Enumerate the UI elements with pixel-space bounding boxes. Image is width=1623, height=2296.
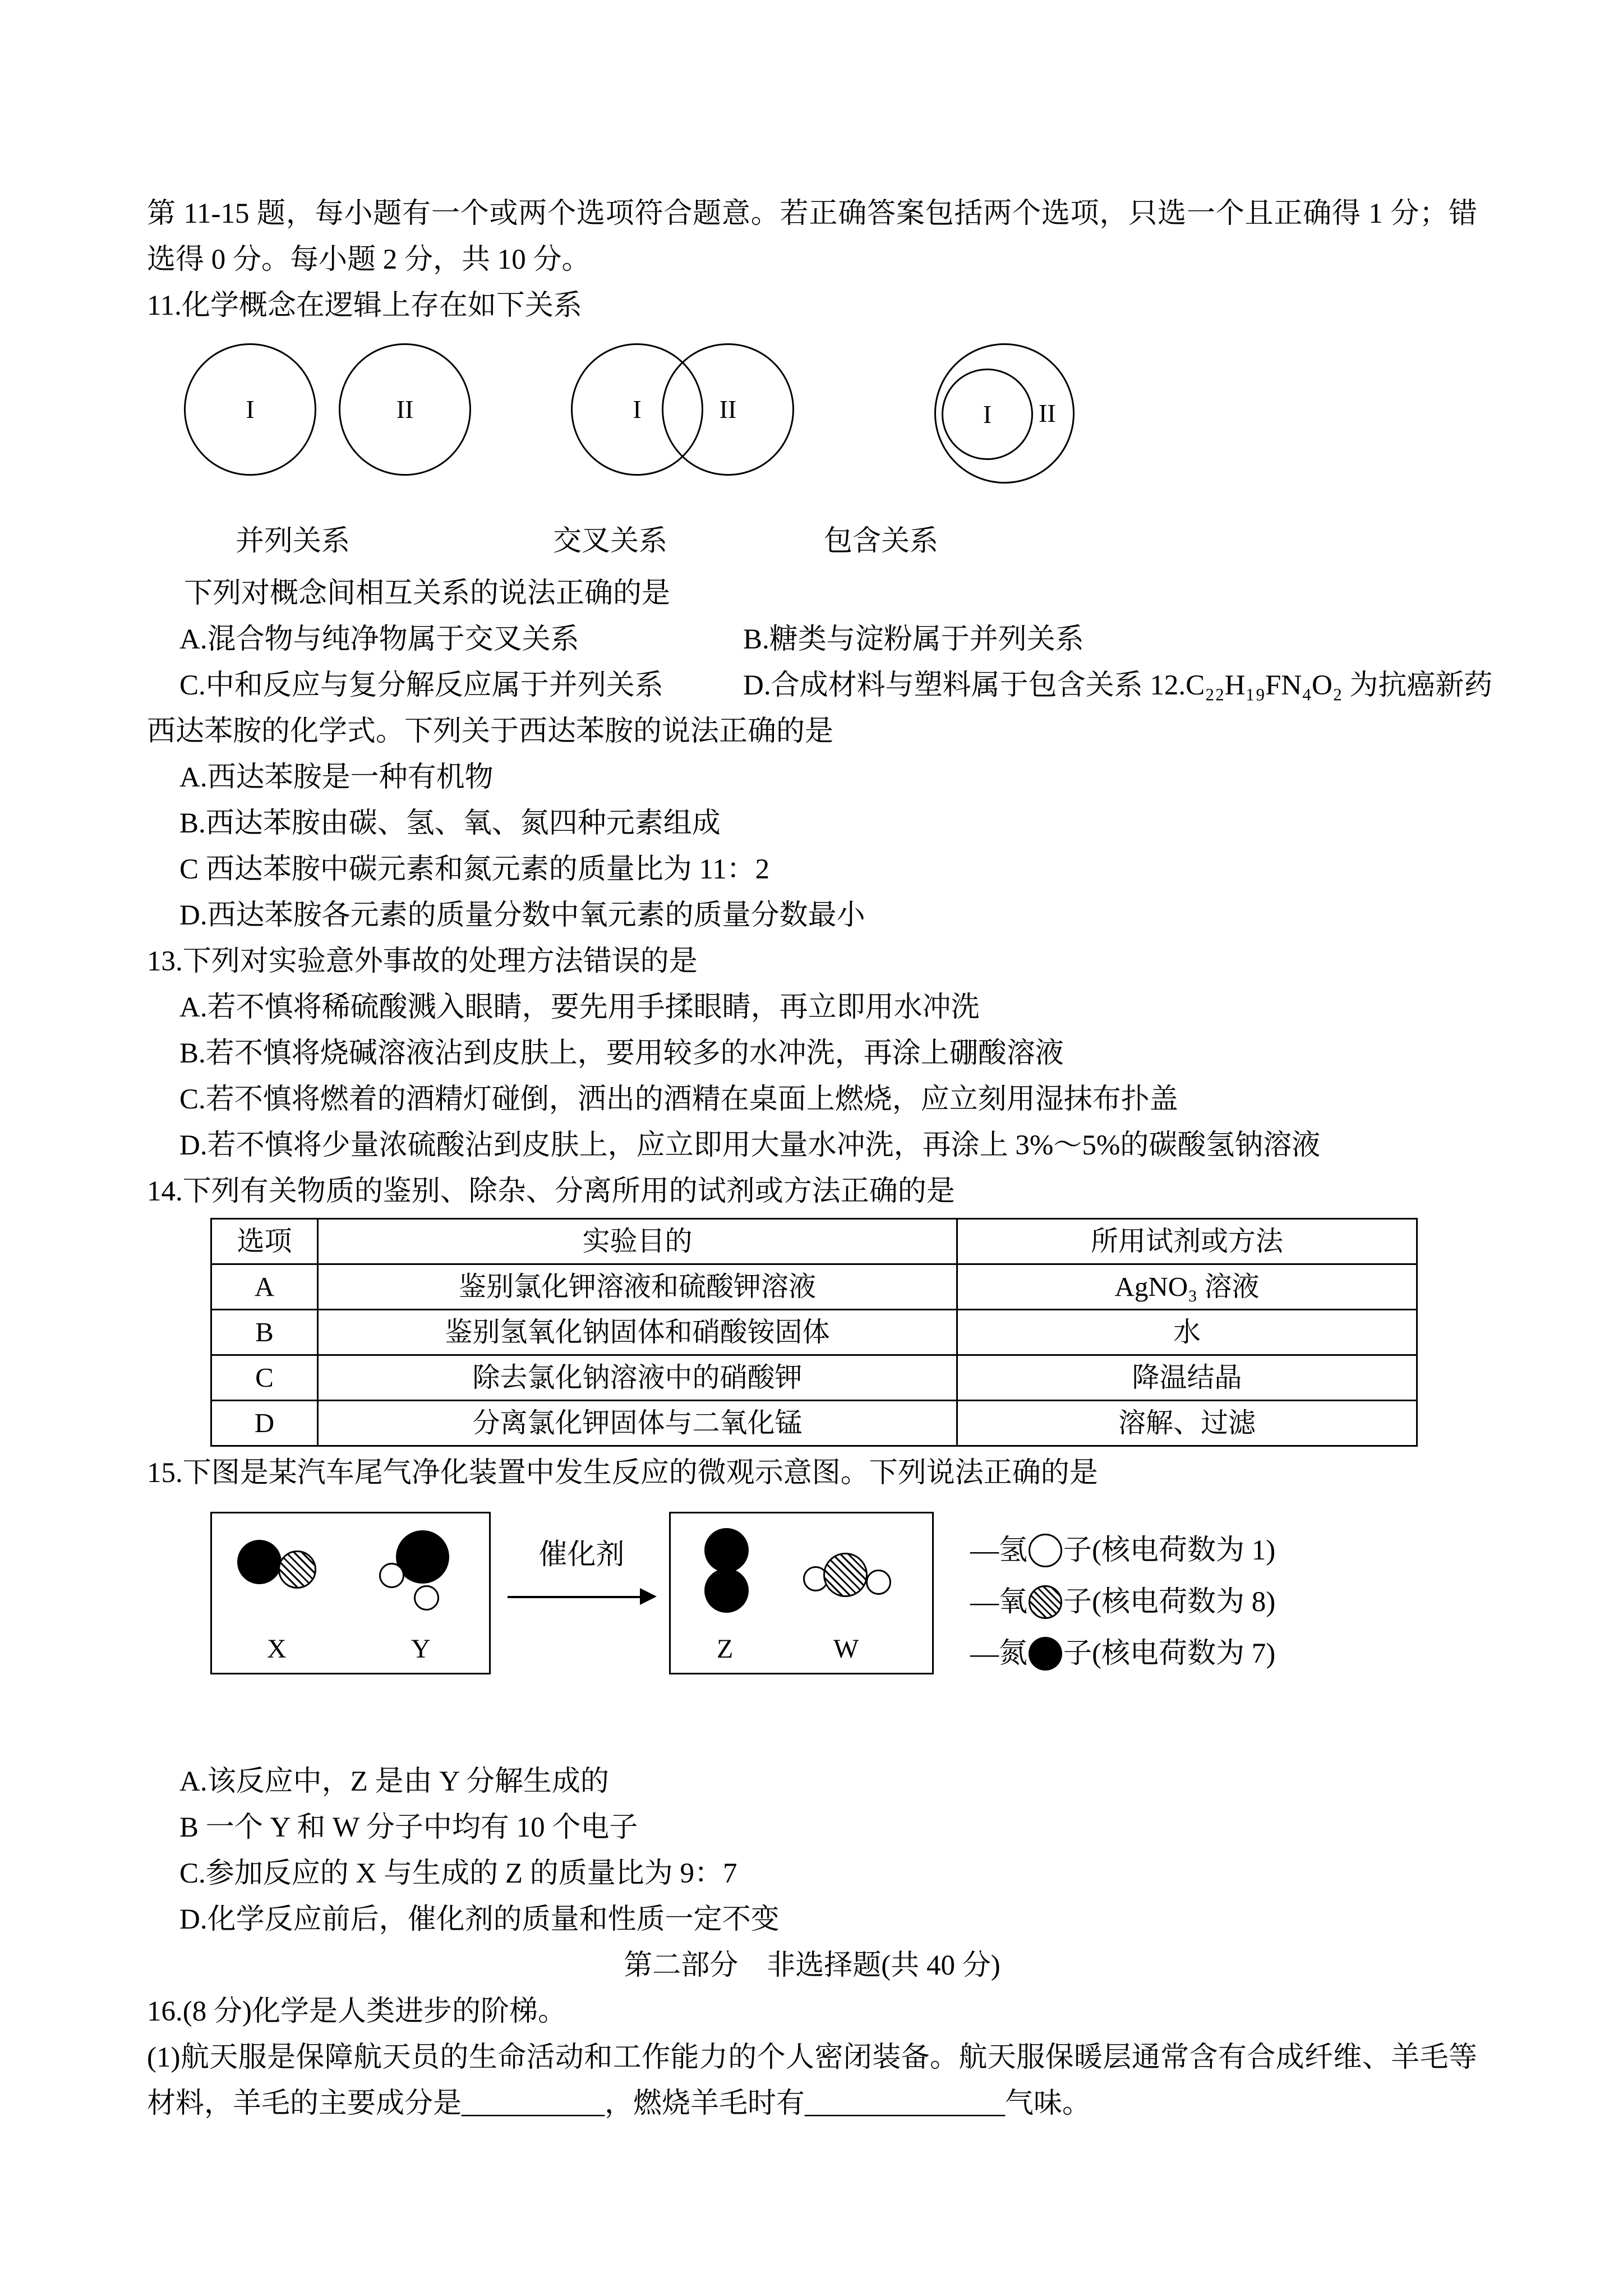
legend-text: 子(核电荷数为 8) [1063, 1586, 1276, 1618]
circle-label-ii: II [719, 395, 737, 424]
circle-label-ii: II [1039, 399, 1056, 427]
hydrogen-atom-icon [866, 1570, 891, 1595]
q16-paragraph-1: (1)航天服是保障航天员的生命活动和工作能力的个人密闭装备。航天服保暖层通常含有合成纤维、羊毛等材料，羊毛的主要成分是__________，燃烧羊毛时有______________气味。 [147, 2042, 1477, 2119]
q15-option-d: D.化学反应前后，催化剂的质量和性质一定不变 [179, 1904, 780, 1935]
legend-item-hydrogen [970, 1532, 1275, 1569]
venn-inner-circle [942, 369, 1033, 460]
table-cell: B [211, 1310, 318, 1355]
nitrogen-atom-icon [1029, 1637, 1062, 1671]
catalyst-label: 催化剂 [538, 1539, 625, 1571]
q14-experiment-table [210, 1218, 1418, 1447]
table-row [211, 1401, 1417, 1446]
venn-parallel-group [184, 343, 471, 476]
table-cell: C [211, 1355, 318, 1401]
table-cell: 溶解、过滤 [957, 1401, 1417, 1446]
oxygen-atom-icon [823, 1553, 868, 1597]
venn-caption-contain: 包含关系 [823, 526, 939, 557]
q13-option-b: B.若不慎将烧碱溶液沾到皮肤上，要用较多的水冲洗，再涂上硼酸溶液 [179, 1038, 1064, 1069]
legend-item-nitrogen [970, 1635, 1275, 1672]
table-cell: AgNO₃ 溶液 [957, 1264, 1417, 1310]
nitrogen-atom-icon [704, 1528, 749, 1572]
q12-option-d: D.西达苯胺各元素的质量分数中氧元素的质量分数最小 [179, 900, 865, 931]
table-cell: 水 [957, 1310, 1417, 1355]
reactants-box [210, 1512, 491, 1674]
oxygen-atom-icon [1029, 1585, 1062, 1619]
q15-option-b: B 一个 Y 和 W 分子中均有 10 个电子 [179, 1812, 638, 1843]
legend-text: 子(核电荷数为 1) [1063, 1535, 1276, 1566]
circle-label-ii: II [396, 395, 414, 424]
q11-venn-diagram [147, 343, 1477, 570]
table-cell: 分离氯化钾固体与二氧化锰 [318, 1401, 957, 1446]
table-cell: 降温结晶 [957, 1355, 1417, 1401]
hydrogen-atom-icon [414, 1585, 439, 1611]
q15-option-c: C.参加反应的 X 与生成的 Z 的质量比为 9：7 [179, 1858, 737, 1889]
table-header-cell: 实验目的 [318, 1219, 957, 1264]
q11-option-b: B.糖类与淀粉属于并列关系 [743, 624, 1084, 655]
table-header-row [211, 1219, 1417, 1264]
venn-circle-1 [184, 343, 316, 476]
legend-text: —氢 [970, 1535, 1028, 1566]
hydrogen-atom-icon [379, 1563, 404, 1588]
q16-stem: 16.(8 分)化学是人类进步的阶梯。 [147, 1996, 566, 2027]
table-cell: D [211, 1401, 318, 1446]
table-header-cell: 所用试剂或方法 [957, 1219, 1417, 1264]
table-row [211, 1355, 1417, 1401]
q15-stem: 15.下图是某汽车尾气净化装置中发生反应的微观示意图。下列说法正确的是 [147, 1457, 1098, 1489]
venn-outer-circle [934, 343, 1075, 484]
venn-cross-group [571, 343, 794, 476]
venn-circle-2 [662, 343, 794, 476]
nitrogen-atom-icon [237, 1540, 282, 1584]
q14-stem: 14.下列有关物质的鉴别、除杂、分离所用的试剂或方法正确的是 [147, 1176, 955, 1207]
q15-option-a: A.该反应中，Z 是由 Y 分解生成的 [179, 1766, 609, 1797]
table-cell: 鉴别氯化钾溶液和硫酸钾溶液 [318, 1264, 957, 1310]
venn-caption-parallel: 并列关系 [235, 526, 351, 557]
q11-options-cd [147, 662, 1493, 708]
products-box [669, 1512, 934, 1674]
q12-option-b: B.西达苯胺由碳、氢、氧、氮四种元素组成 [179, 808, 721, 839]
q11-stem: 11.化学概念在逻辑上存在如下关系 [147, 290, 582, 321]
q12-option-c: C 西达苯胺中碳元素和氮元素的质量比为 11：2 [179, 854, 770, 885]
circle-label-i: I [983, 399, 992, 429]
instructions-paragraph: 第 11-15 题，每小题有一个或两个选项符合题意。若正确答案包括两个选项，只选一个且正确得 1 分；错选得 0 分。每小题 2 分，共 10 分。 [147, 198, 1477, 275]
reaction-arrow-icon [508, 1596, 641, 1598]
q12-stem-continuation: 西达苯胺的化学式。下列关于西达苯胺的说法正确的是 [147, 716, 834, 747]
q11-question: 下列对概念间相互关系的说法正确的是 [184, 578, 671, 609]
q13-option-d: D.若不慎将少量浓硫酸沾到皮肤上，应立即用大量水冲洗，再涂上 3%～5%的碳酸氢钠溶液 [179, 1130, 1321, 1161]
q11-option-a: A.混合物与纯净物属于交叉关系 [179, 624, 579, 655]
molecule-label-w: W [833, 1634, 859, 1664]
venn-circle-2 [339, 343, 471, 476]
table-row [211, 1264, 1417, 1310]
q13-option-c: C.若不慎将燃着的酒精灯碰倒，洒出的酒精在桌面上燃烧，应立刻用湿抹布扑盖 [179, 1084, 1178, 1115]
oxygen-atom-icon [278, 1550, 316, 1589]
table-header-cell: 选项 [211, 1219, 318, 1264]
q15-reaction-diagram [147, 1512, 1477, 1708]
part2-heading: 第二部分 非选择题(共 40 分) [624, 1950, 1000, 1981]
hydrogen-atom-icon [1029, 1534, 1062, 1567]
circle-label-i: I [246, 395, 255, 424]
table-cell: A [211, 1264, 318, 1310]
legend-text: —氮 [970, 1638, 1028, 1669]
molecule-label-z: Z [717, 1634, 734, 1664]
molecule-label-x: X [267, 1634, 287, 1664]
q11-option-c: C.中和反应与复分解反应属于并列关系 [179, 670, 663, 701]
table-cell: 除去氯化钠溶液中的硝酸钾 [318, 1355, 957, 1401]
q13-option-a: A.若不慎将稀硫酸溅入眼睛，要先用手揉眼睛，再立即用水冲洗 [179, 992, 980, 1023]
circle-label-i: I [633, 395, 642, 424]
nitrogen-atom-icon [704, 1568, 749, 1613]
q11-option-d: D.合成材料与塑料属于包含关系 12.C₂₂H₁₉FN₄O₂ 为抗癌新药 [743, 670, 1493, 701]
legend-text: 子(核电荷数为 7) [1063, 1638, 1276, 1669]
legend-text: —氧 [970, 1586, 1028, 1618]
table-row [211, 1310, 1417, 1355]
venn-caption-cross: 交叉关系 [552, 526, 668, 557]
molecule-label-y: Y [411, 1634, 431, 1664]
q11-options-ab [147, 616, 1477, 662]
q13-stem: 13.下列对实验意外事故的处理方法错误的是 [147, 946, 698, 977]
venn-contain-group [934, 343, 1075, 484]
legend-item-oxygen [970, 1584, 1275, 1621]
table-cell: 鉴别氢氧化钠固体和硝酸铵固体 [318, 1310, 957, 1355]
q12-option-a: A.西达苯胺是一种有机物 [179, 762, 494, 793]
